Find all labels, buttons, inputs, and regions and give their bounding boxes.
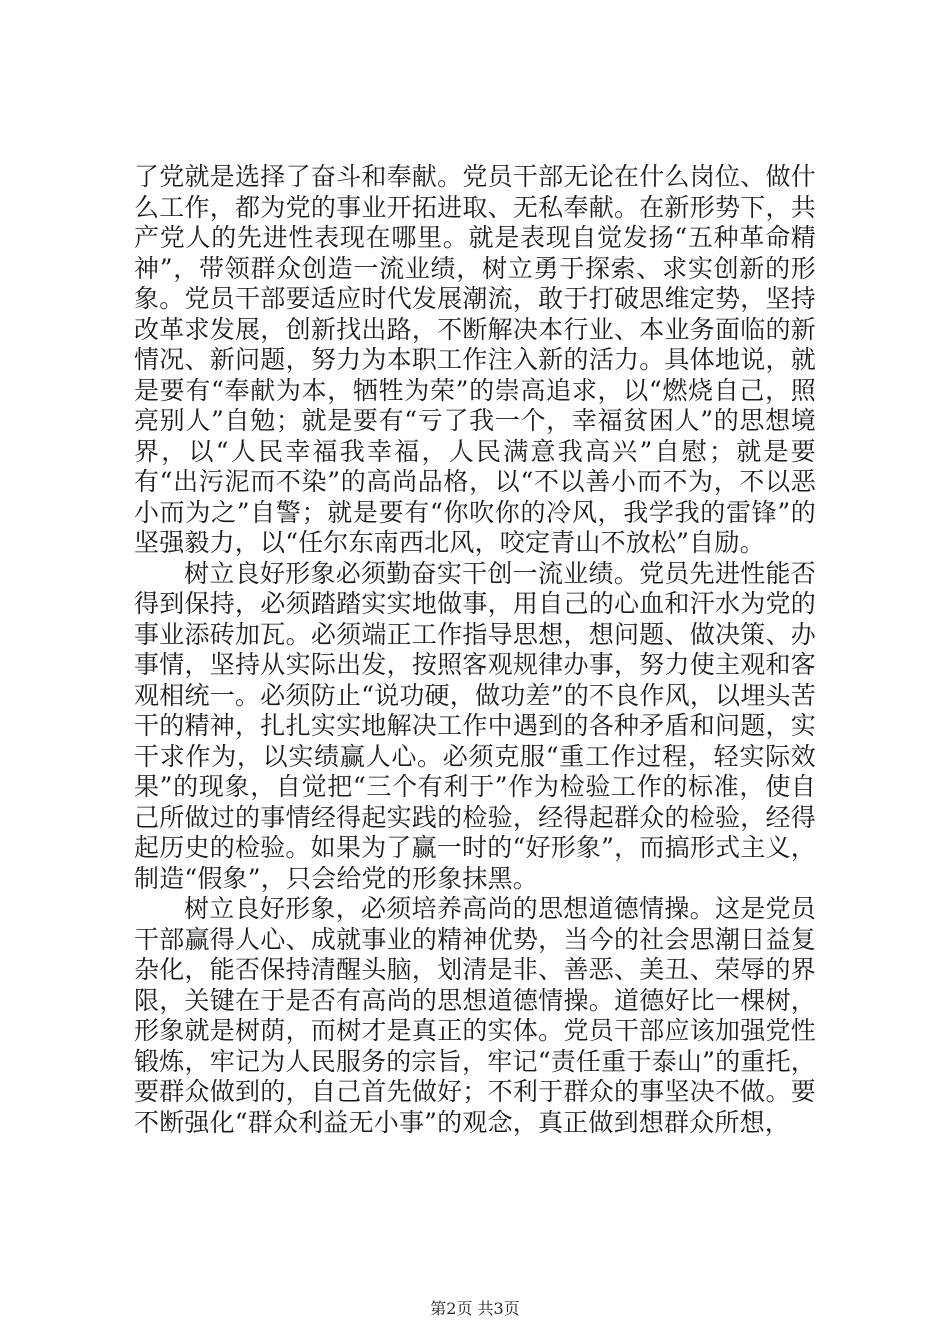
paragraph-2: 树立良好形象必须勤奋实干创一流业绩。党员先进性能否得到保持，必须踏踏实实地做事，用自己的心血和汗水为党的事业添砖加瓦。必须端正工作指导思想，想问题、做决策、办事情，坚持从实际出发，按照客观规律办事，努力使主观和客观相统一。必须防止“说功硬，做功差”的不良作风，以埋头苦干的精神，扎扎实实地解决工作中遇到的各种矛盾和问题，实干求作为，以实绩赢人心。必须克服“重工作过程，轻实际效果”的现象，自觉把“三个有利于”作为检验工作的标准，使自己所做过的事情经得起实践的检验，经得起群众的检验，经得起历史的检验。如果为了赢一时的“好形象”，而搞形式主义，制造“假象”，只会给党的形象抹黑。	[134, 558, 816, 893]
paragraph-3: 树立良好形象，必须培养高尚的思想道德情操。这是党员干部赢得人心、成就事业的精神优势，当今的社会思潮日益复杂化，能否保持清醒头脑，划清是非、善恶、美丑、荣辱的界限，关键在于是否有高尚的思想道德情操。道德好比一棵树，形象就是树荫，而树才是真正的实体。党员干部应该加强党性锻炼，牢记为人民服务的宗旨，牢记“责任重于泰山”的重托，要群众做到的，自己首先做好；不利于群众的事坚决不做。要不断强化“群众利益无小事”的观念，真正做到想群众所想，	[134, 894, 816, 1137]
page-footer: 第2页 共3页	[430, 1299, 520, 1318]
paragraph-1: 了党就是选择了奋斗和奉献。党员干部无论在什么岗位、做什么工作，都为党的事业开拓进取、无私奉献。在新形势下，共产党人的先进性表现在哪里。就是表现自觉发扬“五种革命精神”，带领群众创造一流业绩，树立勇于探索、求实创新的形象。党员干部要适应时代发展潮流，敢于打破思维定势，坚持改革求发展，创新找出路，不断解决本行业、本业务面临的新情况、新问题，努力为本职工作注入新的活力。具体地说，就是要有“奉献为本，牺牲为荣”的崇高追求，以“燃烧自己，照亮别人”自勉；就是要有“亏了我一个，幸福贫困人”的思想境界，以“人民幸福我幸福，人民满意我高兴”自慰；就是要有“出污泥而不染”的高尚品格，以“不以善小而不为，不以恶小而为之”自警；就是要有“你吹你的冷风，我学我的雷锋”的坚强毅力，以“任尔东南西北风，咬定青山不放松”自励。	[134, 162, 816, 557]
document-body	[134, 162, 816, 1138]
